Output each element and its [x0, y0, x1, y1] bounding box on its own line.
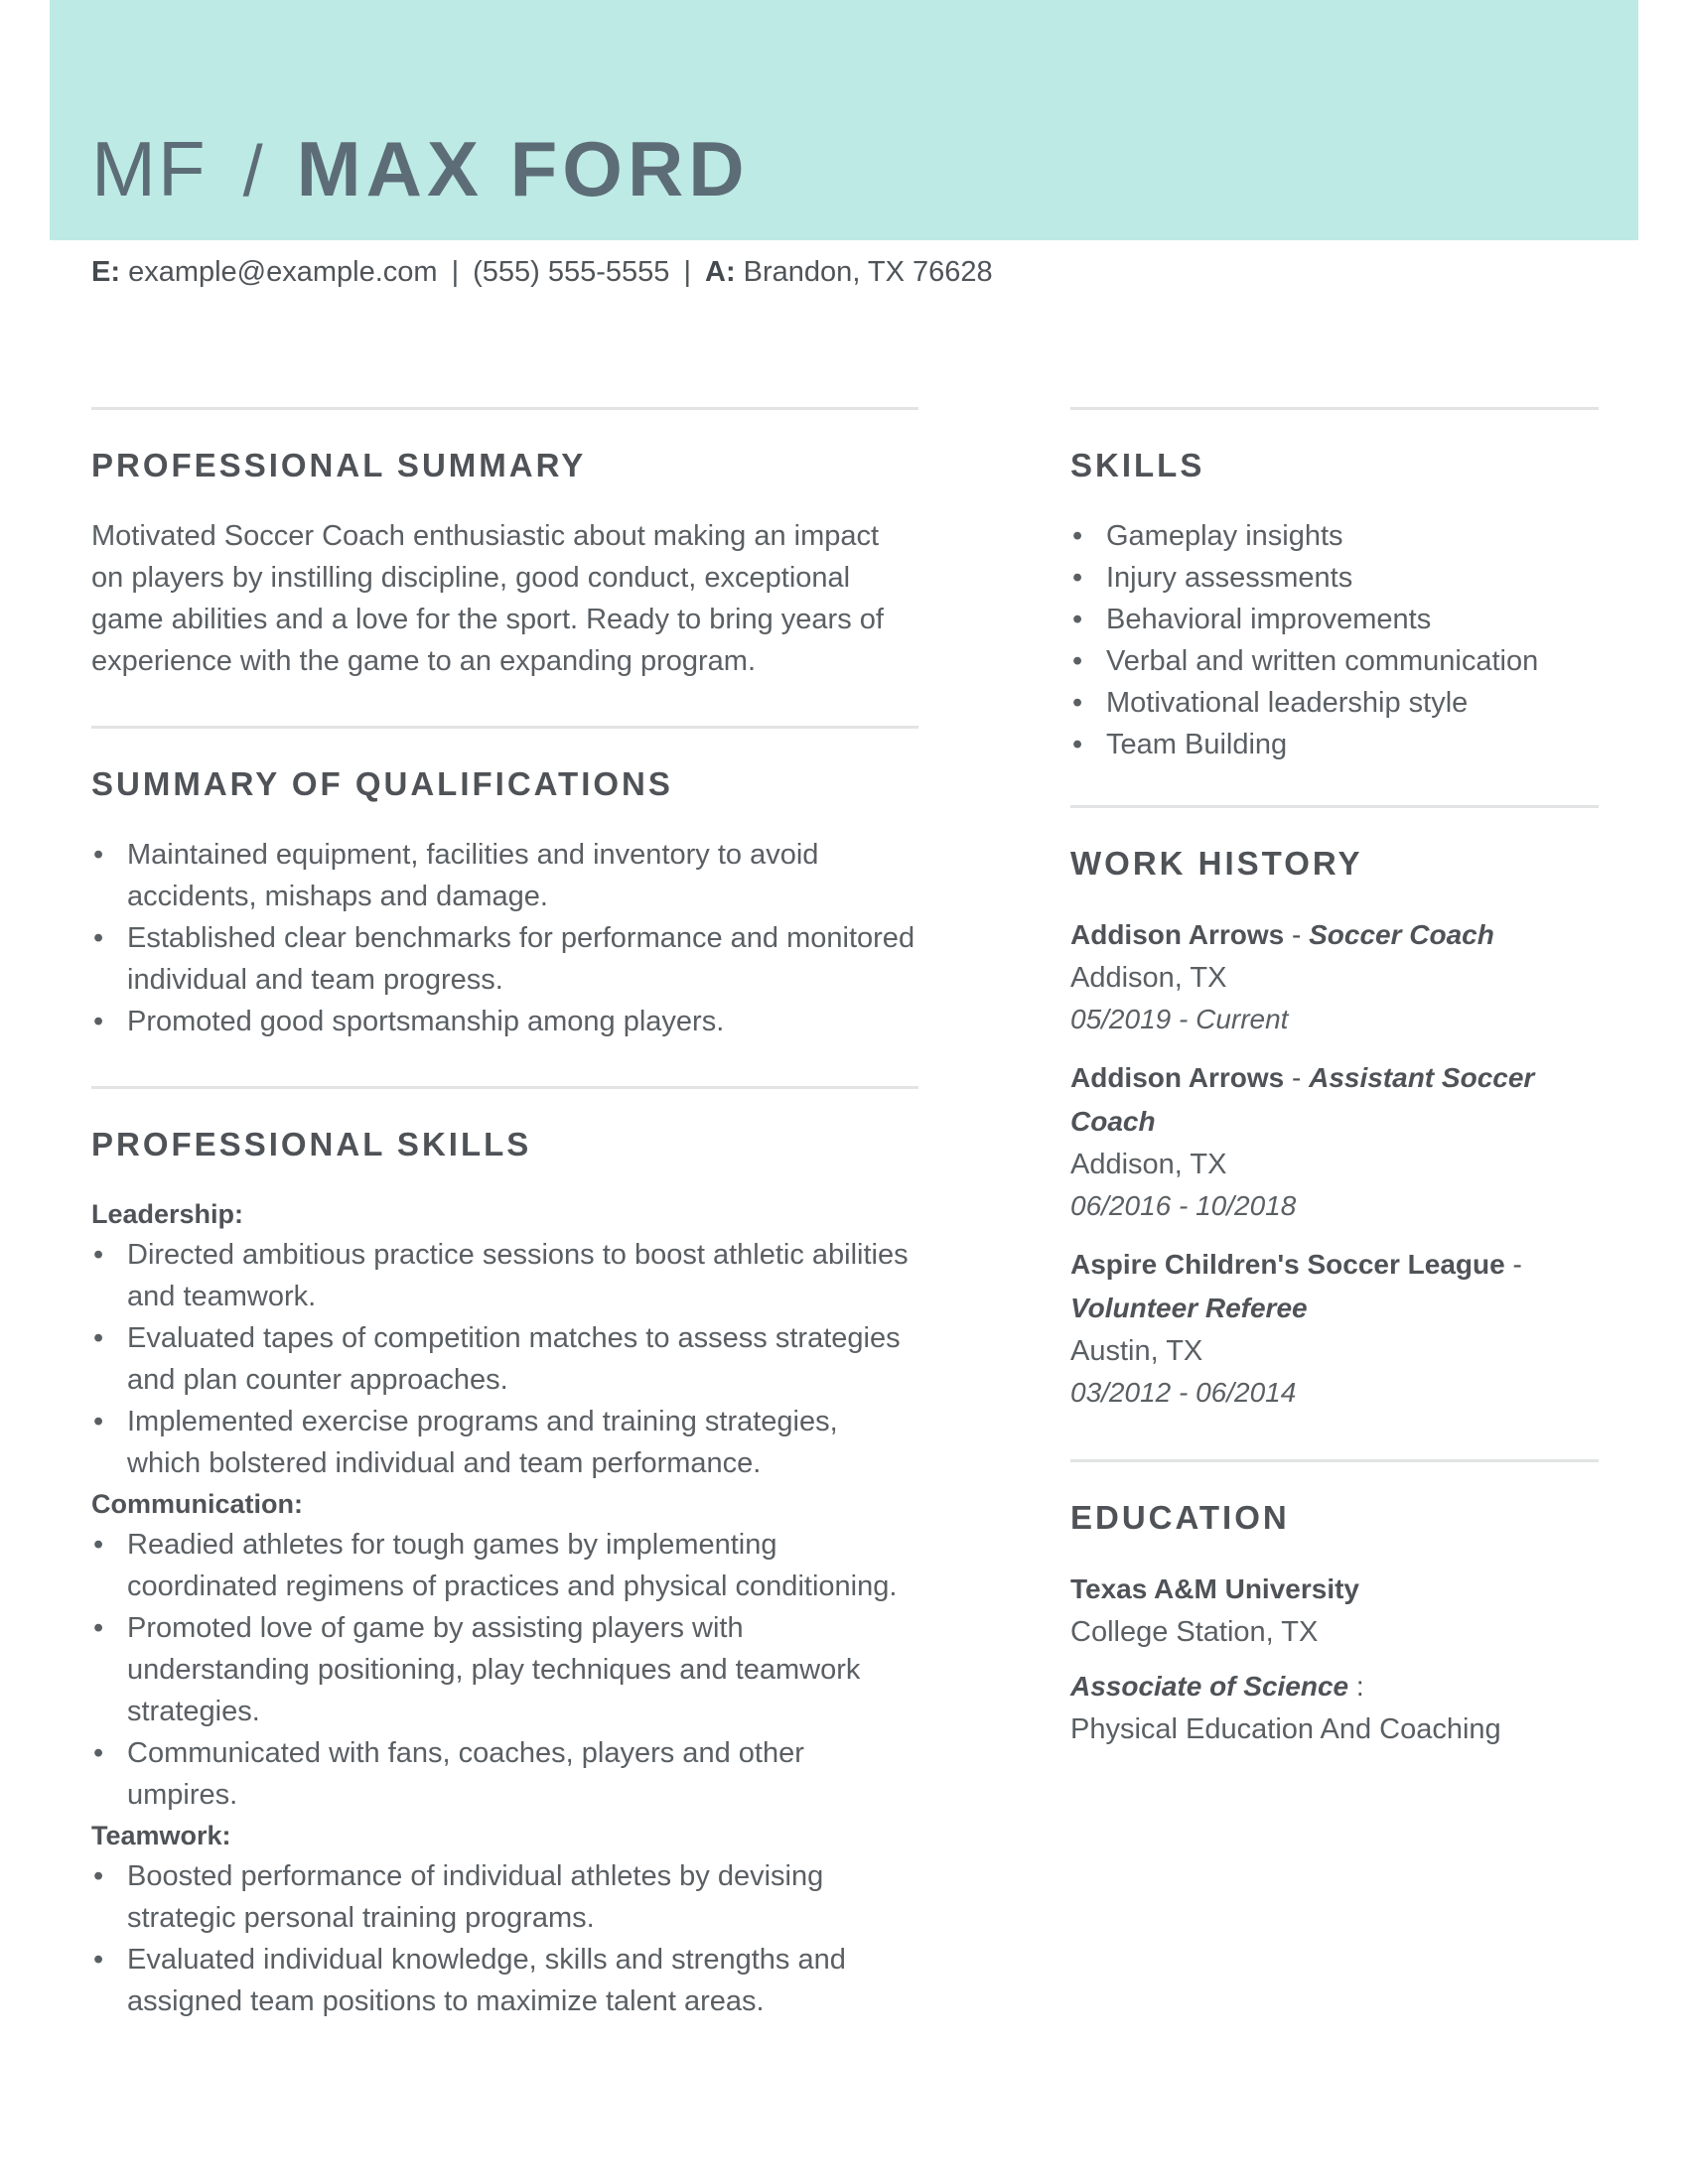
job-title [1070, 1056, 1599, 1144]
job-dash: - [1284, 919, 1310, 950]
job-title [1070, 913, 1599, 957]
summary-text: Motivated Soccer Coach enthusiastic about making an impact on players by instilling discipline, good conduct, exceptional game abilities and a love for the sport. Ready to bring years of experience with the game to an expanding program. [91, 520, 884, 677]
job-role: Soccer Coach [1309, 919, 1494, 950]
employer-name: Addison Arrows [1070, 919, 1285, 950]
name-initials: MF [91, 125, 208, 212]
degree-colon: : [1348, 1671, 1364, 1702]
right-column [1070, 407, 1599, 1750]
section-title: WORK HISTORY [1070, 845, 1363, 882]
degree-name: Associate of Science [1070, 1671, 1349, 1702]
job-location: Addison, TX [1070, 1149, 1227, 1180]
list-item: • Motivational leadership style [1070, 682, 1599, 724]
degree-field: Physical Education And Coaching [1070, 1713, 1501, 1745]
skill-group-list [91, 1524, 918, 1816]
skills-section [1070, 407, 1599, 805]
list-item: • Gameplay insights [1070, 515, 1599, 557]
school-location: College Station, TX [1070, 1616, 1319, 1648]
employer-name: Aspire Children's Soccer League [1070, 1249, 1505, 1280]
job-entry [1070, 913, 1599, 1040]
list-item: • Behavioral improvements [1070, 599, 1599, 640]
list-item: • Team Building [1070, 724, 1599, 765]
list-item: • Communicated with fans, coaches, players and other umpires. [91, 1732, 918, 1816]
job-title [1070, 1243, 1599, 1330]
list-item: • Boosted performance of individual athletes by devising strategic personal training programs. [91, 1855, 918, 1939]
degree-line [1070, 1665, 1599, 1708]
job-role: Volunteer Referee [1070, 1293, 1308, 1323]
list-item: • Verbal and written communication [1070, 640, 1599, 682]
qualifications-section [91, 726, 918, 1086]
qualifications-list [91, 834, 918, 1042]
skill-group-heading: Leadership: [91, 1199, 244, 1229]
contact-separator: | [451, 256, 460, 288]
list-item: • Maintained equipment, facilities and inventory to avoid accidents, mishaps and damage. [91, 834, 918, 917]
name-heading [91, 124, 750, 223]
email-value[interactable]: example@example.com [128, 256, 438, 288]
list-item: • Promoted good sportsmanship among players. [91, 1001, 918, 1042]
address-value: Brandon, TX 76628 [743, 256, 993, 288]
phone-value[interactable]: (555) 555-5555 [473, 256, 670, 288]
job-dates: 03/2012 - 06/2014 [1070, 1377, 1297, 1408]
job-dates: 06/2016 - 10/2018 [1070, 1190, 1297, 1221]
list-item: • Evaluated tapes of competition matches to assess strategies and plan counter approaches. [91, 1317, 918, 1401]
job-dates: 05/2019 - Current [1070, 1004, 1289, 1034]
work-history-section [1070, 805, 1599, 1459]
section-title: EDUCATION [1070, 1499, 1290, 1536]
section-title: SKILLS [1070, 447, 1205, 483]
job-location: Addison, TX [1070, 962, 1227, 994]
education-section [1070, 1459, 1599, 1750]
list-item: • Implemented exercise programs and training strategies, which bolstered individual and team performance. [91, 1401, 918, 1484]
list-item: • Evaluated individual knowledge, skills and strengths and assigned team positions to maximize talent areas. [91, 1939, 918, 2022]
email-label: E: [91, 256, 120, 288]
contact-line [91, 256, 993, 289]
list-item: • Established clear benchmarks for performance and monitored individual and team progress. [91, 917, 918, 1001]
section-title: PROFESSIONAL SKILLS [91, 1126, 532, 1162]
skill-group-list [91, 1855, 918, 2022]
job-entry [1070, 1243, 1599, 1414]
name-separator: / [242, 132, 263, 211]
skills-list [1070, 515, 1599, 765]
job-entry [1070, 1056, 1599, 1227]
job-dash: - [1504, 1249, 1522, 1280]
skill-group-heading: Teamwork: [91, 1821, 231, 1850]
professional-summary-section [91, 407, 918, 726]
job-dash: - [1284, 1062, 1310, 1093]
address-label: A: [705, 256, 736, 288]
job-location: Austin, TX [1070, 1335, 1203, 1367]
professional-skills-section [91, 1086, 918, 2022]
left-column [91, 407, 918, 2022]
skill-group-heading: Communication: [91, 1489, 303, 1519]
list-item: • Injury assessments [1070, 557, 1599, 599]
employer-name: Addison Arrows [1070, 1062, 1285, 1093]
full-name: MAX FORD [296, 125, 750, 212]
skill-group-list [91, 1234, 918, 1484]
list-item: • Readied athletes for tough games by implementing coordinated regimens of practices and physical conditioning. [91, 1524, 918, 1607]
section-title: SUMMARY OF QUALIFICATIONS [91, 765, 673, 802]
list-item: • Promoted love of game by assisting players with understanding positioning, play techniques and teamwork strategies. [91, 1607, 918, 1732]
list-item: • Directed ambitious practice sessions to boost athletic abilities and teamwork. [91, 1234, 918, 1317]
job-role: Assistant Soccer Coach [1070, 1062, 1535, 1137]
section-title: PROFESSIONAL SUMMARY [91, 447, 587, 483]
school-name: Texas A&M University [1070, 1573, 1359, 1604]
contact-separator: | [683, 256, 691, 288]
